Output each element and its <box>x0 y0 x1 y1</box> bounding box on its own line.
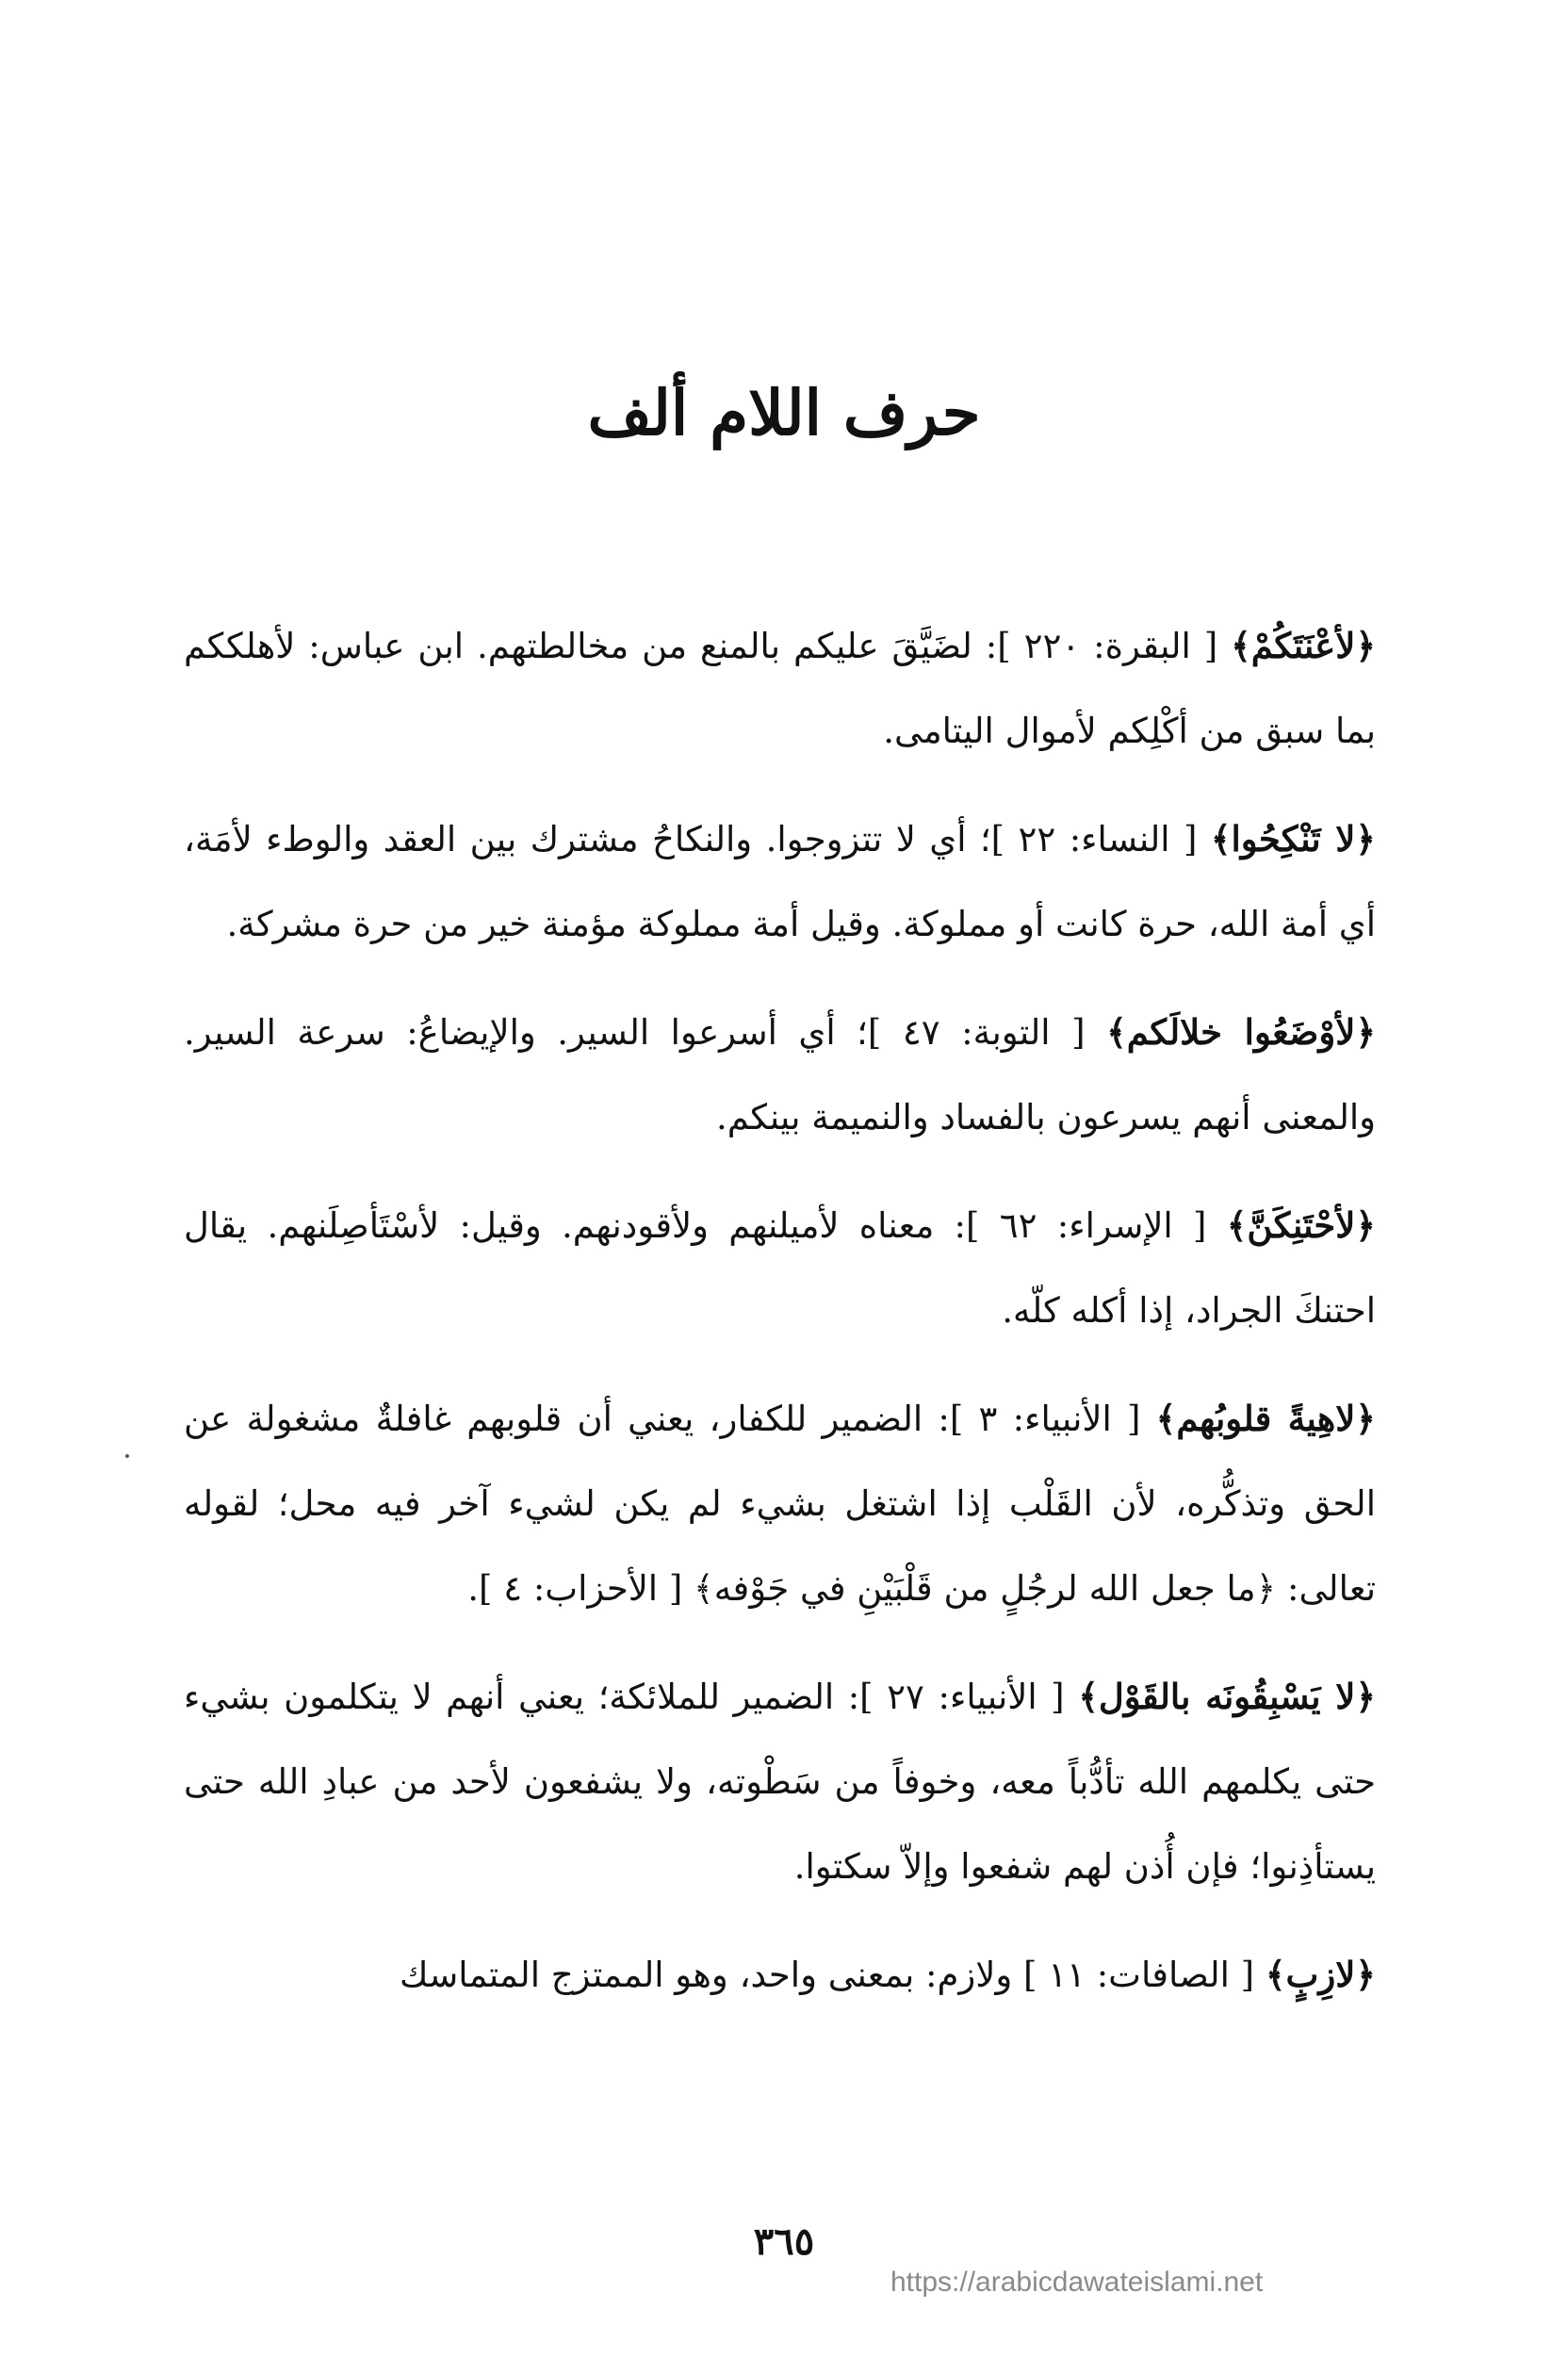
entry-reference: [ الصافات: ١١ ] <box>1022 1955 1266 1995</box>
page-number: ٣٦٥ <box>753 2219 815 2264</box>
entry-reference: [ البقرة: ٢٢٠ ] <box>997 626 1232 666</box>
entry-headword: ﴿لاهِيةً قلوبُهم﴾ <box>1155 1398 1376 1439</box>
entry-headword: ﴿لا تَنْكِحُوا﴾ <box>1210 818 1376 859</box>
glossary-entry <box>184 1183 1376 1353</box>
glossary-entry <box>184 1932 1376 2018</box>
entry-reference: [ النساء: ٢٢ ] <box>990 819 1211 859</box>
watermark-url: https://arabicdawateislami.net <box>890 2267 1264 2298</box>
entry-text: : لضَيَّقَ عليكم بالمنع من مخالطتهم. ابن عباس: لأهلككم بما سبق من أكْلِكم لأموال اليتامى. <box>184 626 1376 751</box>
entry-reference: [ التوبة: ٤٧ ] <box>867 1012 1107 1053</box>
entries-list <box>184 603 1376 2040</box>
entry-reference: [ الأنبياء: ٣ ] <box>949 1399 1156 1439</box>
glossary-entry <box>184 1654 1376 1909</box>
entry-text: ولازم: بمعنى واحد، وهو الممتزج المتماسك <box>400 1955 1023 1995</box>
entry-headword: ﴿لا يَسْبِقُونَه بالقَوْل﴾ <box>1078 1676 1376 1717</box>
entry-text: : معناه لأميلنهم ولأقودنهم. وقيل: لأسْتَأصِلَنهم. يقال احتنكَ الجراد، إذا أكله كلّه. <box>184 1205 1376 1331</box>
glossary-entry <box>184 1376 1376 1631</box>
entry-reference: [ الأنبياء: ٢٧ ] <box>859 1677 1079 1717</box>
glossary-entry <box>184 990 1376 1160</box>
chapter-title: حرف اللام ألف <box>587 376 981 450</box>
entry-text: ؛ أي لا تتزوجوا. والنكاحُ مشترك بين العقد والوطء لأمَة، أي أمة الله، حرة كانت أو مملوكة. وقيل أمة مملوكة مؤمنة خير من حرة مشركة. <box>184 819 1376 944</box>
entry-text: : الضمير للملائكة؛ يعني أنهم لا يتكلمون بشيء حتى يكلمهم الله تأدُّباً معه، وخوفاً من سَطْوته، ولا يشفعون لأحد من عبادِ الله حتى يستأذِنوا؛ فإن أُذن لهم شفعوا وإلاّ سكتوا. <box>184 1677 1376 1887</box>
entry-headword: ﴿لأوْضَعُوا خلالَكم﴾ <box>1106 1011 1376 1053</box>
glossary-entry <box>184 603 1376 774</box>
entry-headword: ﴿لأحْتَنِكَنَّ﴾ <box>1226 1204 1376 1246</box>
entry-headword: ﴿لازِبٍ﴾ <box>1265 1954 1376 1995</box>
entry-text: : الضمير للكفار، يعني أن قلوبهم غافلةٌ مشغولة عن الحق وتذكُّره، لأن القَلْب إذا اشتغل بشيء لم يكن لشيء آخر فيه محل؛ لقوله تعالى: ﴿ما جعل الله لرجُلٍ من قَلْبَيْنِ في جَوْفه﴾ [ الأحزاب: ٤ ]. <box>184 1399 1376 1609</box>
scan-speck <box>125 1454 129 1458</box>
entry-reference: [ الإسراء: ٦٢ ] <box>966 1205 1227 1246</box>
glossary-entry <box>184 796 1376 967</box>
entry-text: ؛ أي أسرعوا السير. والإيضاعُ: سرعة السير. والمعنى أنهم يسرعون بالفساد والنميمة بينكم. <box>184 1012 1376 1138</box>
entry-headword: ﴿لأعْنَتَكُمْ﴾ <box>1231 625 1377 666</box>
